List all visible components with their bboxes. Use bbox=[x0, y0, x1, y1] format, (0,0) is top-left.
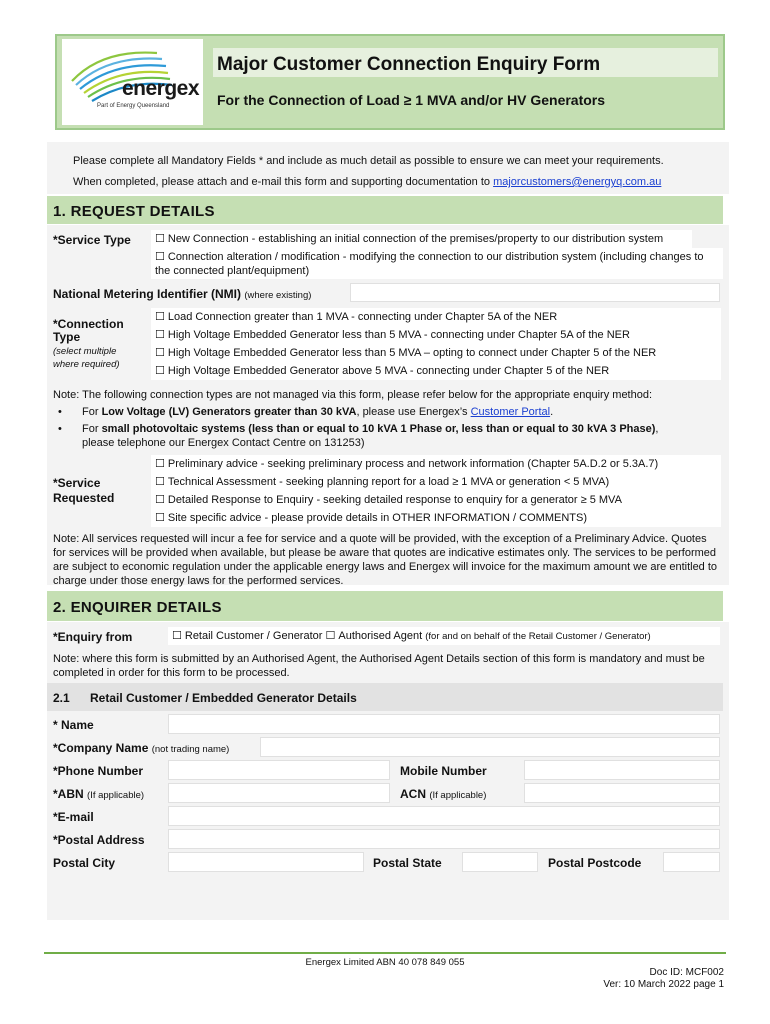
option-label: High Voltage Embedded Generator less than 5 MVA - connecting under Chapter 5A of the NER bbox=[167, 329, 630, 341]
checkbox-icon[interactable]: ☐ bbox=[155, 250, 165, 263]
postal-state-label: Postal State bbox=[373, 856, 442, 870]
subsection-title: Retail Customer / Embedded Generator Details bbox=[90, 691, 357, 705]
checkbox-icon[interactable]: ☐ bbox=[155, 310, 165, 323]
name-input[interactable] bbox=[168, 714, 720, 734]
option-label: High Voltage Embedded Generator above 5 MVA - connecting under Chapter 5 of the NER bbox=[167, 365, 610, 377]
customer-portal-link[interactable]: Customer Portal bbox=[470, 406, 551, 418]
name-label: * Name bbox=[53, 718, 94, 732]
abn-label-text: *ABN bbox=[53, 787, 84, 801]
acn-note: (If applicable) bbox=[429, 790, 487, 801]
service-requested-option-2[interactable] bbox=[151, 473, 721, 491]
checkbox-icon[interactable]: ☐ bbox=[155, 328, 165, 341]
subsection-number: 2.1 bbox=[53, 691, 70, 705]
service-type-label: *Service Type bbox=[53, 233, 131, 247]
postal-city-input[interactable] bbox=[168, 852, 364, 872]
acn-label-text: ACN bbox=[400, 787, 426, 801]
postal-state-input[interactable] bbox=[462, 852, 538, 872]
postal-address-input[interactable] bbox=[168, 829, 720, 849]
service-requested-label: *Service Requested bbox=[53, 476, 115, 505]
abn-label bbox=[53, 787, 144, 801]
footer-abn: Energex Limited ABN 40 078 849 055 bbox=[305, 957, 465, 968]
checkbox-icon[interactable]: ☐ bbox=[155, 364, 165, 377]
checkbox-icon[interactable]: ☐ bbox=[155, 346, 165, 359]
nmi-note: (where existing) bbox=[244, 290, 312, 301]
option-label: Site specific advice - please provide details in OTHER INFORMATION / COMMENTS) bbox=[167, 512, 587, 524]
postal-address-label: *Postal Address bbox=[53, 833, 145, 847]
company-label bbox=[53, 741, 229, 755]
phone-input[interactable] bbox=[168, 760, 390, 780]
checkbox-icon[interactable]: ☐ bbox=[155, 493, 165, 506]
nmi-label bbox=[53, 287, 311, 301]
service-requested-option-3[interactable] bbox=[151, 491, 721, 509]
service-type-alteration[interactable] bbox=[151, 248, 723, 279]
checkbox-icon[interactable]: ☐ bbox=[155, 457, 165, 470]
bullet1-mid: , please use Energex’s bbox=[356, 406, 471, 418]
checkbox-icon[interactable]: ☐ bbox=[155, 475, 165, 488]
bullet-icon: • bbox=[58, 406, 62, 418]
authorised-agent-option[interactable]: Authorised Agent bbox=[338, 630, 423, 642]
option-label: Connection alteration / modification - modifying the connection to our distribution system (including changes to the connected plant/equipment) bbox=[155, 251, 704, 277]
page-subtitle: For the Connection of Load ≥ 1 MVA and/or HV Generators bbox=[217, 92, 606, 108]
intro-line1: Please complete all Mandatory Fields * and include as much detail as possible to ensure we can meet your requirements. bbox=[73, 155, 664, 167]
service-requested-option-4[interactable] bbox=[151, 509, 721, 527]
logo-wordmark: energex bbox=[122, 77, 200, 100]
enquiry-from-options bbox=[168, 627, 720, 645]
connection-note: Note: The following connection types are not managed via this form, please refer below for the appropriate enquiry method: bbox=[53, 389, 653, 401]
option-label: Detailed Response to Enquiry - seeking detailed response to enquiry for a generator ≥ 5 MVA bbox=[167, 494, 622, 506]
option-label: Preliminary advice - seeking preliminary process and network information (Chapter 5A.D.2 or 5.3A.7) bbox=[167, 458, 659, 470]
email-label: *E-mail bbox=[53, 810, 94, 824]
service-requested-option-1[interactable] bbox=[151, 455, 721, 473]
bullet2-prefix: For bbox=[82, 423, 102, 435]
connection-type-label bbox=[53, 318, 141, 371]
connection-type-note: (select multiple where required) bbox=[53, 346, 120, 370]
postal-city-label: Postal City bbox=[53, 856, 116, 870]
connection-type-option-2[interactable] bbox=[151, 326, 721, 344]
checkbox-icon[interactable]: ☐ bbox=[155, 232, 165, 245]
acn-label bbox=[400, 787, 486, 801]
fee-note: Note: All services requested will incur a fee for service and a quote will be provided, with the exception of a Preliminary Advice. Quotes for services will be provided when available, but please be aware that quotes are indicative estimates only. The services to be performed are subject to economic regulation under the applicable energy laws and Energex will invoice for the maximum amount we are entitled to charge under those energy laws for the performed services. bbox=[53, 533, 718, 587]
bullet2-bold: small photovoltaic systems (less than or equal to 10 kVA 1 Phase or, less than or equal to 30 kVA 3 Phase) bbox=[101, 423, 656, 435]
mobile-input[interactable] bbox=[524, 760, 720, 780]
postal-postcode-label: Postal Postcode bbox=[548, 856, 642, 870]
option-label: Load Connection greater than 1 MVA - connecting under Chapter 5A of the NER bbox=[167, 311, 558, 323]
connection-type-option-1[interactable] bbox=[151, 308, 721, 326]
company-label-text: *Company Name bbox=[53, 741, 149, 755]
bullet-lv-generators bbox=[82, 405, 553, 419]
authorised-agent-note: (for and on behalf of the Retail Customer / Generator) bbox=[425, 631, 651, 642]
email-input[interactable] bbox=[168, 806, 720, 826]
bullet2-line2: please telephone our Energex Contact Centre on 131253) bbox=[82, 437, 365, 449]
company-note: (not trading name) bbox=[151, 744, 230, 755]
option-label: New Connection - establishing an initial connection of the premises/property to our distribution system bbox=[167, 233, 664, 245]
connection-type-option-3[interactable] bbox=[151, 344, 721, 362]
bullet2-end: , bbox=[655, 423, 659, 435]
intro-line2-text: When completed, please attach and e-mail this form and supporting documentation to bbox=[73, 176, 494, 188]
bullet1-end: . bbox=[550, 406, 554, 418]
company-input[interactable] bbox=[260, 737, 720, 757]
abn-input[interactable] bbox=[168, 783, 390, 803]
page-title: Major Customer Connection Enquiry Form bbox=[217, 54, 601, 75]
footer-version: Ver: 10 March 2022 page 1 bbox=[603, 979, 724, 990]
section2-title: 2. ENQUIRER DETAILS bbox=[53, 599, 222, 616]
mobile-label: Mobile Number bbox=[400, 764, 487, 778]
connection-type-option-4[interactable] bbox=[151, 362, 721, 380]
bullet1-prefix: For bbox=[82, 406, 102, 418]
energex-logo bbox=[62, 39, 203, 125]
checkbox-icon[interactable]: ☐ bbox=[325, 629, 336, 642]
abn-note: (If applicable) bbox=[87, 790, 145, 801]
connection-type-label-text: *Connection Type bbox=[53, 317, 124, 344]
postal-postcode-input[interactable] bbox=[663, 852, 720, 872]
option-label: High Voltage Embedded Generator less than 5 MVA – opting to connect under Chapter 5 of the NER bbox=[167, 347, 657, 359]
nmi-input[interactable] bbox=[350, 283, 720, 302]
retail-customer-option[interactable]: Retail Customer / Generator bbox=[184, 630, 323, 642]
nmi-label-text: National Metering Identifier (NMI) bbox=[53, 287, 242, 301]
acn-input[interactable] bbox=[524, 783, 720, 803]
option-label: Technical Assessment - seeking planning report for a load ≥ 1 MVA or generation < 5 MVA) bbox=[167, 476, 610, 488]
enquiry-from-label: *Enquiry from bbox=[53, 630, 133, 644]
footer-divider bbox=[44, 952, 726, 954]
logo-tagline: Part of Energy Queensland bbox=[97, 103, 170, 109]
email-link[interactable]: majorcustomers@energyq.com.au bbox=[493, 176, 662, 188]
bullet-small-pv bbox=[82, 422, 722, 450]
checkbox-icon[interactable]: ☐ bbox=[155, 511, 165, 524]
intro-line2 bbox=[73, 175, 661, 189]
footer-doc-id: Doc ID: MCF002 bbox=[649, 967, 724, 978]
bullet-icon: • bbox=[58, 423, 62, 435]
service-type-new[interactable] bbox=[151, 230, 692, 248]
phone-label: *Phone Number bbox=[53, 764, 144, 778]
section1-title: 1. REQUEST DETAILS bbox=[53, 203, 215, 220]
checkbox-icon[interactable]: ☐ bbox=[172, 629, 182, 642]
agent-note: Note: where this form is submitted by an Authorised Agent, the Authorised Agent Details section of this form is mandatory and must be completed in order for this form to be processed. bbox=[53, 653, 705, 679]
bullet1-bold: Low Voltage (LV) Generators greater than 30 kVA bbox=[101, 406, 357, 418]
